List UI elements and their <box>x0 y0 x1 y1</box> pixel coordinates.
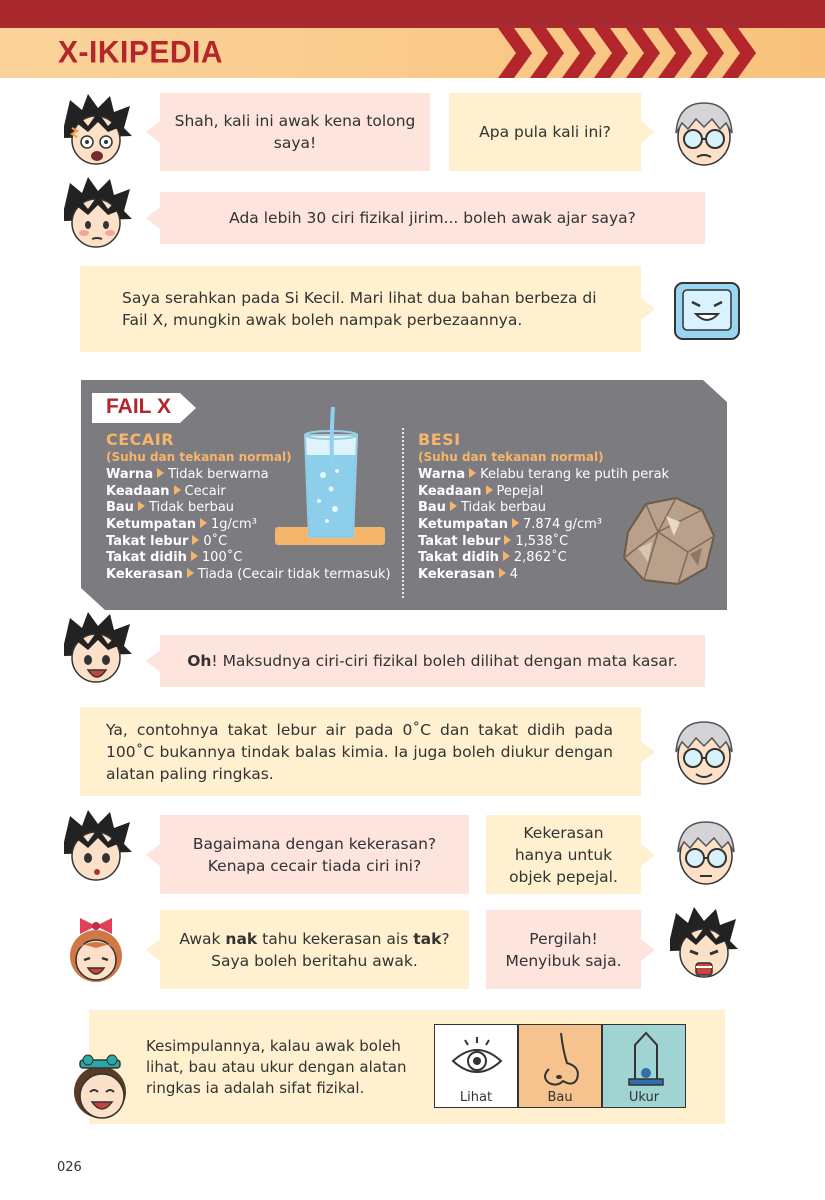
avatar-scientist-annoyed <box>666 812 746 892</box>
icon-label: Bau <box>547 1090 573 1105</box>
speech-text: Saya serahkan pada Si Kecil. Mari lihat dua bahan berbeza di Fail X, mungkin awak boleh nampak perbezaannya. <box>122 289 597 329</box>
iron-prop-row: Kekerasan 4 <box>418 567 519 582</box>
speech-bubble-6 <box>80 707 641 796</box>
avatar-scientist <box>664 93 744 173</box>
iron-prop-row: Bau Tidak berbau <box>418 500 547 515</box>
icon-label: Ukur <box>628 1090 660 1105</box>
header-chevrons <box>498 28 758 78</box>
liquid-prop-row: Bau Tidak berbau <box>106 500 235 515</box>
conclusion-text: Kesimpulannya, kalau awak boleh lihat, bau atau ukur dengan alatan ringkas ia adalah sifat fizikal. <box>146 1037 407 1097</box>
speech-text: Kekerasan hanya untuk objek pepejal. <box>509 823 618 886</box>
avatar-scientist-smiling <box>664 712 744 792</box>
avatar-robot-screen <box>672 280 742 342</box>
liquid-prop-row: Takat lebur 0˚C <box>106 534 228 549</box>
avatar-boy-shy <box>58 175 138 255</box>
speech-text: Pergilah! Menyibuk saja. <box>505 929 622 970</box>
page-title: X-IKIPEDIA <box>58 35 224 70</box>
avatar-boy-curious <box>58 808 138 888</box>
nose-icon <box>537 1031 587 1089</box>
avatar-boy-worried <box>58 92 138 172</box>
speech-text: Awak nak tahu kekerasan ais tak? Saya boleh beritahu awak. <box>179 929 450 970</box>
iron-subheading: (Suhu dan tekanan normal) <box>418 450 604 464</box>
icon-box-lihat <box>434 1024 518 1108</box>
speech-bubble-3 <box>160 192 705 244</box>
header-top-bar <box>0 0 825 28</box>
liquid-heading: CECAIR <box>106 430 175 449</box>
liquid-prop-row: Kekerasan Tiada (Cecair tidak termasuk) <box>106 567 391 582</box>
liquid-prop-row: Ketumpatan 1g/cm³ <box>106 517 257 532</box>
speech-text: Shah, kali ini awak kena tolong saya! <box>174 112 416 152</box>
iron-prop-row: Keadaan Pepejal <box>418 484 544 499</box>
eye-icon <box>449 1033 505 1085</box>
iron-heading: BESI <box>418 430 461 449</box>
liquid-prop-row: Keadaan Cecair <box>106 484 226 499</box>
speech-text: Ada lebih 30 ciri fizikal jirim... boleh awak ajar saya? <box>229 209 636 227</box>
scale-icon <box>621 1029 671 1091</box>
water-glass-image <box>275 405 385 550</box>
speech-bubble-1 <box>160 93 430 171</box>
iron-prop-row: Warna Kelabu terang ke putih perak <box>418 467 670 482</box>
speech-bubble-2 <box>449 93 641 171</box>
speech-bubble-10 <box>486 910 641 989</box>
speech-text: Apa pula kali ini? <box>479 123 611 141</box>
icon-box-bau <box>518 1024 602 1108</box>
speech-text: Oh! Maksudnya ciri-ciri fizikal boleh dilihat dengan mata kasar. <box>187 652 678 670</box>
liquid-prop-row: Warna Tidak berwarna <box>106 467 269 482</box>
column-divider <box>402 428 404 598</box>
speech-text: Bagaimana dengan kekerasan? Kenapa cecair tiada ciri ini? <box>192 834 437 875</box>
liquid-prop-row: Takat didih 100˚C <box>106 550 243 565</box>
speech-bubble-7 <box>160 815 469 894</box>
speech-bubble-5 <box>160 635 705 687</box>
iron-prop-row: Ketumpatan 7.874 g/cm³ <box>418 517 603 532</box>
iron-prop-row: Takat lebur 1,538˚C <box>418 534 569 549</box>
speech-bubble-4 <box>80 266 641 352</box>
file-x-title: FAIL X <box>106 395 171 418</box>
iron-prop-row: Takat didih 2,862˚C <box>418 550 567 565</box>
avatar-girl-bow <box>58 910 138 990</box>
avatar-kid-laughing <box>60 1046 140 1126</box>
page-number: 026 <box>57 1160 82 1175</box>
avatar-boy-excited <box>58 610 138 690</box>
icon-box-ukur <box>602 1024 686 1108</box>
icon-label: Lihat <box>459 1090 493 1105</box>
speech-bubble-9 <box>160 910 469 989</box>
iron-ore-image <box>618 492 718 588</box>
avatar-boy-angry <box>664 905 744 985</box>
speech-bubble-8 <box>486 815 641 894</box>
liquid-subheading: (Suhu dan tekanan normal) <box>106 450 292 464</box>
speech-text: Ya, contohnya takat lebur air pada 0˚C dan takat didih pada 100˚C bukannya tindak balas kimia. Ia juga boleh diukur dengan alatan paling ringkas. <box>106 720 613 783</box>
